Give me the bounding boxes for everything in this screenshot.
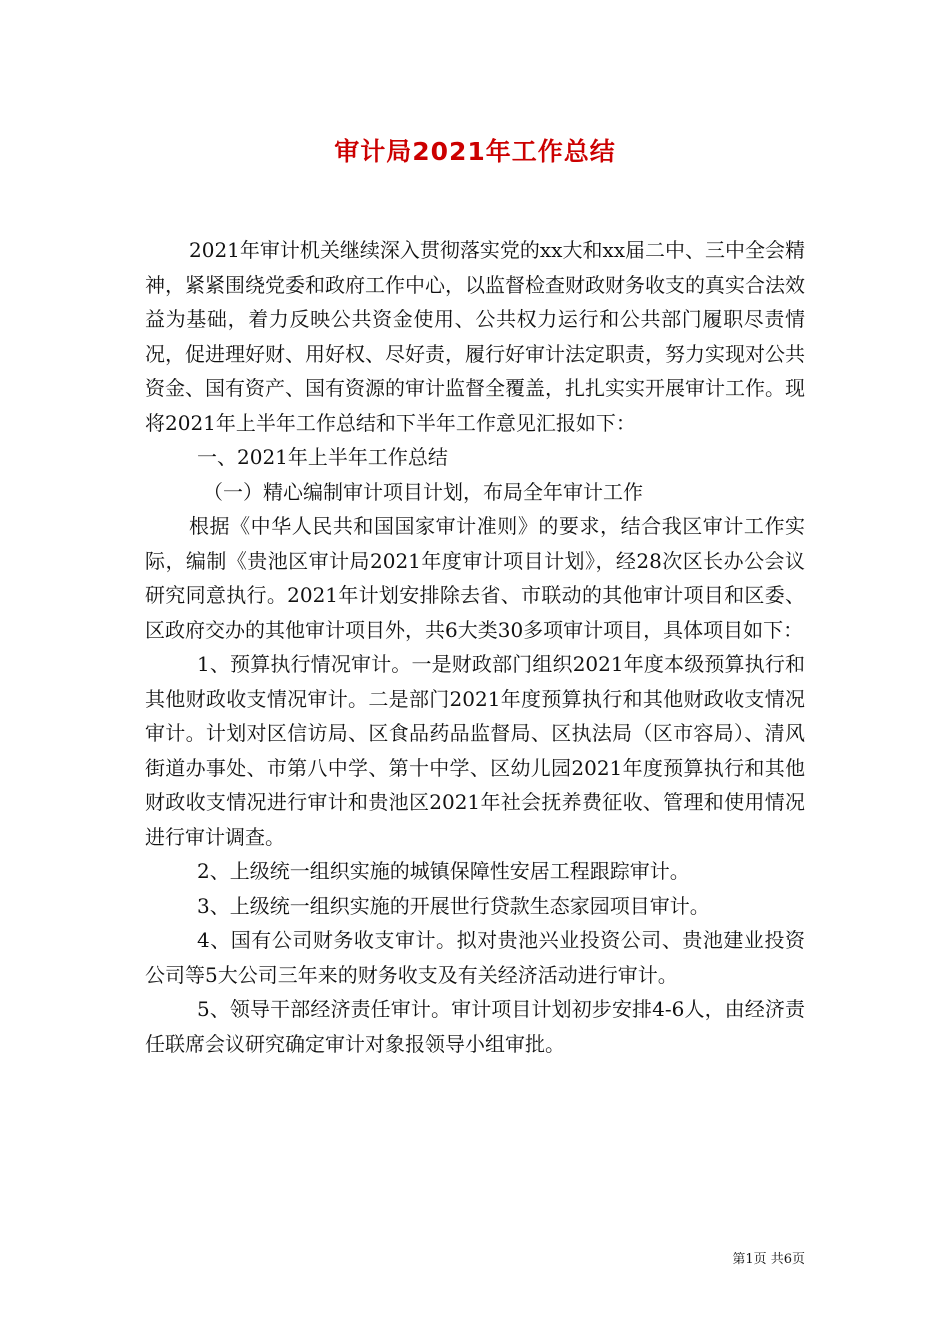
list-item: 5、领导干部经济责任审计。审计项目计划初步安排4-6人，由经济责任联席会议研究确定审计对象报领导小组审批。: [145, 997, 805, 1056]
list-item: 2、上级统一组织实施的城镇保障性安居工程跟踪审计。: [197, 859, 690, 883]
page-number: 第1页 共6页: [732, 1252, 805, 1267]
document-body: [145, 233, 805, 1061]
subsection-heading: （一）精心编制审计项目计划，布局全年审计工作: [203, 479, 643, 504]
plan-paragraph: 根据《中华人民共和国国家审计准则》的要求，结合我区审计工作实际，编制《贵池区审计局2021年度审计项目计划》，经28次区长办公会议研究同意执行。2021年计划安排除去省、市联动的其他审计项目和区委、区政府交办的其他审计项目外，共6大类30多项审计项目，具体项目如下：: [145, 514, 805, 642]
intro-paragraph: 2021年审计机关继续深入贯彻落实党的xx大和xx届二中、三中全会精神，紧紧围绕党委和政府工作中心，以监督检查财政财务收支的真实合法效益为基础，着力反映公共资金使用、公共权力运行和公共部门履职尽责情况，促进理好财、用好权、尽好责，履行好审计法定职责，努力实现对公共资金、国有资产、国有资源的审计监督全覆盖，扎扎实实开展审计工作。现将2021年上半年工作总结和下半年工作意见汇报如下：: [145, 238, 806, 435]
list-item: 1、预算执行情况审计。一是财政部门组织2021年度本级预算执行和其他财政收支情况审计。二是部门2021年度预算执行和其他财政收支情况审计。计划对区信访局、区食品药品监督局、区执法局（区市容局）、清风街道办事处、市第八中学、第十中学、区幼儿园2021年度预算执行和其他财政收支情况进行审计和贵池区2021年社会抚养费征收、管理和使用情况进行审计调查。: [145, 652, 805, 849]
list-item: 4、国有公司财务收支审计。拟对贵池兴业投资公司、贵池建业投资公司等5大公司三年来的财务收支及有关经济活动进行审计。: [145, 928, 805, 987]
list-item: 3、上级统一组织实施的开展世行贷款生态家园项目审计。: [197, 893, 710, 918]
document-title: 审计局2021年工作总结: [334, 137, 616, 166]
section-heading: 一、2021年上半年工作总结: [197, 445, 448, 469]
